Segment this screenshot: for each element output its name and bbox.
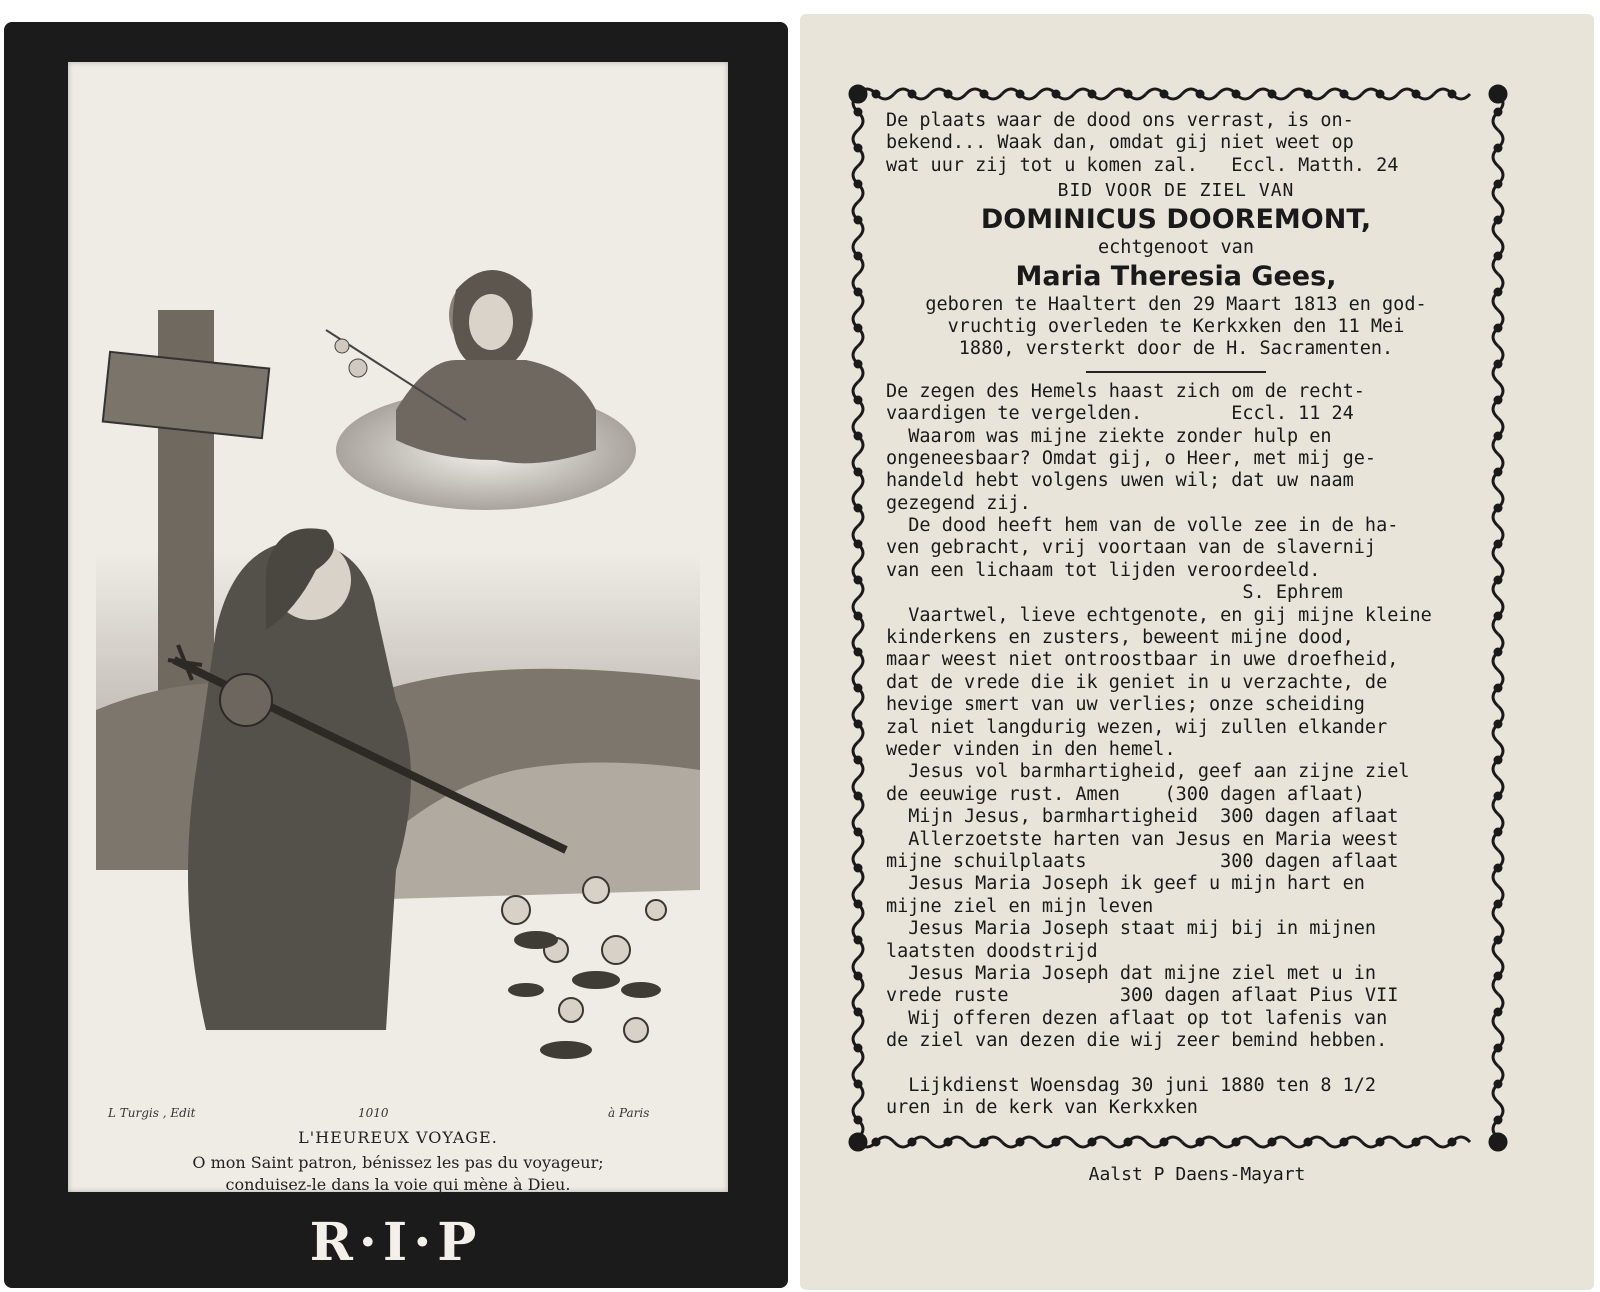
image-prayer-line: O mon Saint patron, bénissez les pas du voyageur; <box>192 1153 604 1172</box>
left-card-paper <box>68 62 728 1192</box>
saint-engraving-image <box>96 250 700 1100</box>
quote-line: wat uur zij tot u komen zal. Eccl. Matth. 24 <box>886 154 1399 176</box>
prayer-line: De zegen des Hemels haast zich om de recht- <box>886 380 1365 402</box>
bio-line: 1880, versterkt door de H. Sacramenten. <box>958 338 1394 360</box>
quote-line: bekend... Waak dan, omdat gij niet weet op <box>886 132 1354 154</box>
prayer-line: de eeuwige rust. Amen (300 dagen aflaat) <box>886 783 1365 805</box>
bio-line: vruchtig overleden te Kerkxken den 11 Mei <box>947 315 1405 337</box>
printer-credit: Aalst P Daens-Mayart <box>1088 1164 1306 1185</box>
prayer-line: laatsten doodstrijd <box>886 940 1098 962</box>
image-prayer-line: conduisez-le dans la voie qui mène à Dieu. <box>225 1175 571 1194</box>
memorial-text <box>886 110 1466 1120</box>
prayer-line: Wij offeren dezen aflaat op tot lafenis van <box>886 1007 1388 1029</box>
prayer-line: ongeneesbaar? Omdat gij, o Heer, met mij ge- <box>886 447 1377 469</box>
spouse-name: Maria Theresia Gees, <box>1015 260 1337 292</box>
image-prayer <box>68 1152 728 1196</box>
prayer-line: Allerzoetste harten van Jesus en Maria weest <box>886 828 1399 850</box>
prayer-line: vrede ruste 300 dagen aflaat Pius VII <box>886 985 1399 1007</box>
prayer-line: zal niet langdurig wezen, wij zullen elkander <box>886 716 1388 738</box>
prayer-line: Waarom was mijne ziekte zonder hulp en <box>886 425 1332 447</box>
engraving-credit-row <box>108 1106 688 1124</box>
engraving-credit-publisher: L Turgis , Edit <box>108 1106 196 1120</box>
prayer-line: weder vinden in den hemel. <box>886 738 1176 760</box>
quote-line: De plaats waar de dood ons verrast, is on- <box>886 110 1354 131</box>
prayer-line: gezegend zij. <box>886 492 1031 514</box>
prayer-line: dat de vrede die ik geniet in u verzachte, de <box>886 671 1388 693</box>
engraving-plate-number: 1010 <box>358 1106 389 1120</box>
prayer-line: handeld hebt volgens uwen wil; dat uw naam <box>886 470 1354 492</box>
spouse-intro: echtgenoot van <box>1098 237 1254 259</box>
prayer-line: Vaartwel, lieve echtgenote, en gij mijne kleine <box>886 604 1432 626</box>
prayer-line: S. Ephrem <box>886 582 1343 604</box>
prayer-line: vaardigen te vergelden. Eccl. 11 24 <box>886 403 1354 425</box>
divider-rule <box>1086 371 1266 373</box>
image-title: L'HEUREUX VOYAGE. <box>298 1128 498 1147</box>
prayer-line <box>886 1052 1466 1074</box>
prayer-line: mijne schuilplaats 300 dagen aflaat <box>886 850 1399 872</box>
pray-heading: BID VOOR DE ZIEL VAN <box>1057 180 1295 202</box>
prayer-line: hevige smert van uw verlies; onze scheiding <box>886 694 1365 716</box>
prayer-line: Jesus Maria Joseph staat mij bij in mijnen <box>886 918 1377 940</box>
bio-line: geboren te Haaltert den 29 Maart 1813 en god- <box>925 293 1427 315</box>
prayer-line: de ziel van dezen die wij zeer bemind hebben. <box>886 1030 1388 1052</box>
right-card <box>800 14 1594 1290</box>
prayer-body <box>886 381 1466 1120</box>
prayer-line: uren in de kerk van Kerkxken <box>886 1097 1198 1119</box>
prayer-line: maar weest niet ontroostbaar in uwe droefheid, <box>886 649 1399 671</box>
prayer-line: Jesus Maria Joseph dat mijne ziel met u in <box>886 962 1377 984</box>
prayer-line: De dood heeft hem van de volle zee in de ha- <box>886 515 1399 537</box>
deceased-name: DOMINICUS DOOREMONT, <box>980 204 1372 236</box>
prayer-line: Jesus Maria Joseph ik geef u mijn hart en <box>886 873 1365 895</box>
prayer-line: Mijn Jesus, barmhartigheid 300 dagen aflaat <box>886 806 1399 828</box>
prayer-line: mijne ziel en mijn leven <box>886 895 1154 917</box>
engraving-credit-place: à Paris <box>608 1106 650 1120</box>
prayer-line: Lijkdienst Woensdag 30 juni 1880 ten 8 1/2 <box>886 1074 1377 1096</box>
prayer-line: kinderkens en zusters, beweent mijne dood, <box>886 627 1354 649</box>
prayer-line: Jesus vol barmhartigheid, geef aan zijne ziel <box>886 761 1410 783</box>
prayer-line: van een lichaam tot lijden veroordeeld. <box>886 559 1321 581</box>
rip-inscription: R·I·P <box>309 1212 483 1273</box>
prayer-line: ven gebracht, vrij voortaan van de slavernij <box>886 537 1377 559</box>
left-card <box>4 22 788 1288</box>
